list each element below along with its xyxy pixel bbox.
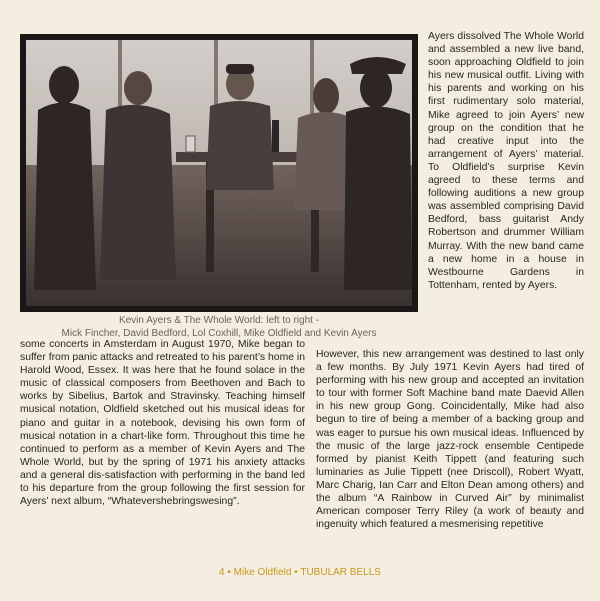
photo-caption-line-2: Mick Fincher, David Bedford, Lol Coxhill, Mike Oldfield and Kevin Ayers: [61, 328, 377, 339]
article-text-right-top: Ayers dissolved The Whole World and assembled a new live band, soon approaching Oldfield to join his new musical outfit. Living with his parents and working on his first rudimentary solo material, Mike agreed to join Ayers’ new group on the condition that he had creative input into the arrangement of Ayers’ material. To Oldfield’s surprise Kevin agreed to these terms and following auditions a new group was assembled comprising David Bedford, bass guitarist Andy Robertson and drummer William Murray. With the new band came a new home in a house in Westbourne Gardens in Tottenham, rented by Ayers.: [428, 31, 584, 291]
band-photo-illustration: [26, 40, 412, 306]
article-text-left: some concerts in Amsterdam in August 1970, Mike began to suffer from panic attacks and retreated to his parent’s home in Harold Wood, Essex. It was here that he found solace in the music of classical composers from Beethoven and Bach to works by Sibelius, Bartok and Stravinsky. Teaching himself musical notation, Oldfield sketched out his musical ideas for piano and guitar in a notebook, devising his own form of musical notation in a chart-like form. Throughout this time he continued to perform as a member of Kevin Ayers and The Whole World, but by the spring of 1971 his anxiety attacks and a general dis-satisfaction with performing in the band led to his departure from the group following the first session for Ayers’ next album, “Whatevershebringswesing”.: [20, 339, 305, 508]
band-photo-frame: [20, 34, 418, 312]
photo-caption: [20, 314, 418, 340]
photo-caption-line-1: Kevin Ayers & The Whole World: left to right -: [118, 315, 320, 326]
article-text-right-bottom: However, this new arrangement was destined to last only a few months. By July 1971 Kevin Ayers had tired of performing with his new group and accepted an invitation to tour with former Soft Machine band mate Daevid Allen in his new group Gong. Coincidentally, Mike had also begun to tire of being a member of a backing group and was eager to pursue his own musical ideas. Influenced by the music of the large jazz-rock ensemble Centipede formed by pianist Keith Tippett (and featuring such luminaries as Julie Tippett (nee Driscoll), Robert Wyatt, Marc Charig, Ian Carr and Elton Dean among others) and the album “A Rainbow in Curved Air” by minimalist American composer Terry Riley (a work of beauty and ingenuity which featured a mesmerising repetitive: [316, 349, 584, 531]
band-photo: [26, 40, 412, 306]
page-footer: 4 • Mike Oldfield • TUBULAR BELLS: [219, 567, 381, 578]
